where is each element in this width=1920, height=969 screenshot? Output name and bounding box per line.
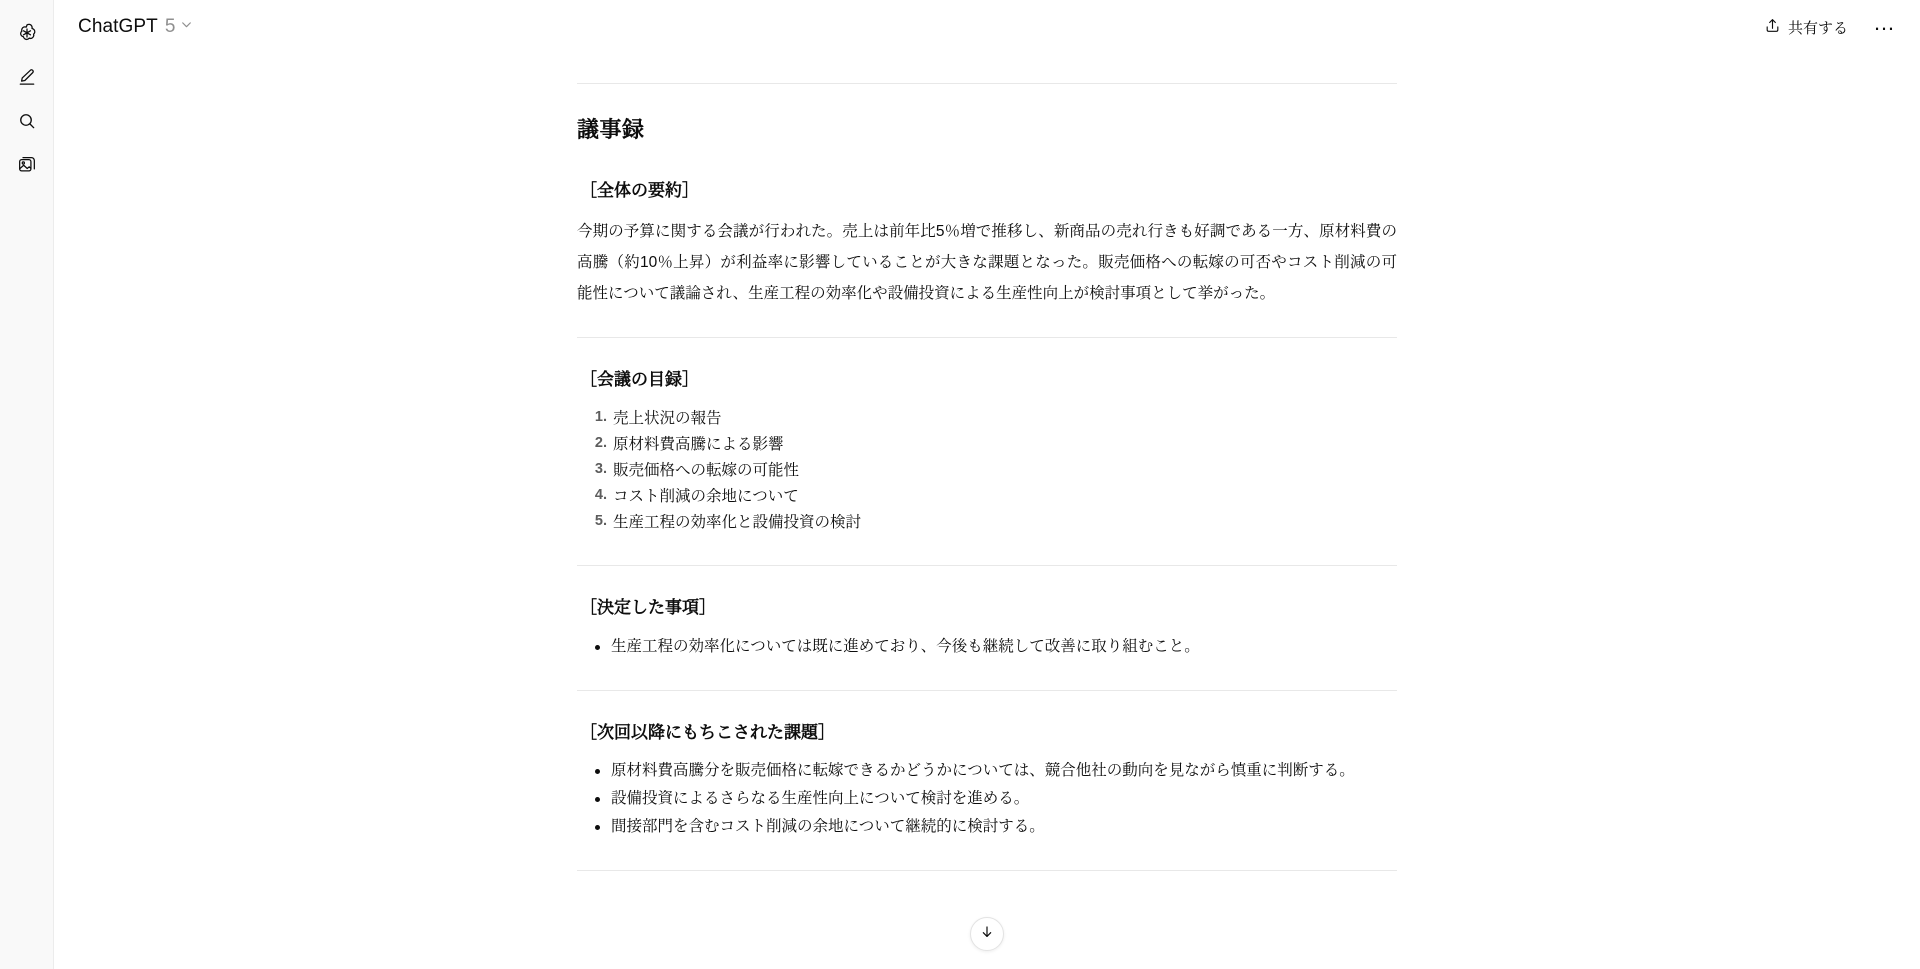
openai-logo-icon[interactable] bbox=[8, 14, 46, 52]
section-decisions bbox=[577, 592, 1397, 659]
share-button[interactable] bbox=[1752, 9, 1860, 45]
list-item: 生産工程の効率化と設備投資の検討 bbox=[613, 514, 862, 532]
list-item: 生産工程の効率化については既に進めており、今後も継続して改善に取り組むこと。 bbox=[611, 634, 1397, 660]
decisions-list bbox=[577, 634, 1397, 660]
section-agenda bbox=[577, 364, 1397, 535]
top-bar bbox=[54, 0, 1920, 54]
list-item: 設備投資によるさらなる生産性向上について検討を進める。 bbox=[611, 786, 1397, 812]
list-item: 売上状況の報告 bbox=[613, 409, 722, 427]
divider bbox=[577, 690, 1397, 691]
sidebar bbox=[0, 0, 54, 969]
list-item: 販売価格への転嫁の可能性 bbox=[613, 461, 800, 479]
model-version-label: 5 bbox=[164, 16, 176, 37]
document-title: 議事録 bbox=[577, 117, 645, 143]
list-item: 原材料費高騰による影響 bbox=[613, 435, 784, 453]
share-button-label: 共有する bbox=[1787, 19, 1848, 37]
list-item: 間接部門を含むコスト削減の余地について継続的に検討する。 bbox=[611, 814, 1397, 840]
library-icon[interactable] bbox=[8, 146, 46, 184]
share-icon bbox=[1764, 17, 1781, 38]
model-name-label: ChatGPT bbox=[78, 16, 158, 37]
carried-over-list bbox=[577, 758, 1397, 840]
section-heading: ［決定した事項］ bbox=[580, 598, 716, 618]
arrow-down-icon bbox=[979, 924, 995, 945]
agenda-list bbox=[577, 406, 1397, 536]
section-heading: ［全体の要約］ bbox=[580, 180, 699, 200]
divider bbox=[577, 565, 1397, 566]
section-paragraph: 今期の予算に関する会議が行われた。売上は前年比5％増で推移し、新商品の売れ行きも好調である一方、原材料費の高騰（約10％上昇）が利益率に影響していることが大きな課題となった。販売価格への転嫁の可否やコスト削減の可能性について議論され、生産工程の効率化や設備投資による生産性向上が検討事項として挙がった。 bbox=[577, 223, 1397, 303]
more-options-button[interactable]: … bbox=[1873, 10, 1895, 35]
search-icon[interactable] bbox=[8, 102, 46, 140]
assistant-message bbox=[577, 0, 1397, 840]
model-selector[interactable] bbox=[68, 10, 203, 44]
new-chat-icon[interactable] bbox=[8, 58, 46, 96]
scroll-to-bottom-button[interactable] bbox=[970, 917, 1004, 951]
divider bbox=[577, 83, 1397, 84]
section-summary bbox=[577, 175, 1397, 309]
list-item: 原材料費高騰分を販売価格に転嫁できるかどうかについては、競合他社の動向を見ながら慎重に判断する。 bbox=[611, 758, 1397, 784]
conversation-scroll-area[interactable] bbox=[54, 0, 1920, 969]
divider bbox=[577, 870, 1397, 871]
top-bar-actions bbox=[1752, 9, 1902, 45]
divider bbox=[577, 337, 1397, 338]
list-item: コスト削減の余地について bbox=[613, 488, 799, 506]
section-heading: ［会議の目録］ bbox=[580, 370, 699, 390]
section-heading: ［次回以降にもちこされた課題］ bbox=[580, 722, 835, 742]
main-area bbox=[54, 0, 1920, 969]
section-carried-over bbox=[577, 717, 1397, 841]
chevron-down-icon bbox=[180, 18, 193, 36]
